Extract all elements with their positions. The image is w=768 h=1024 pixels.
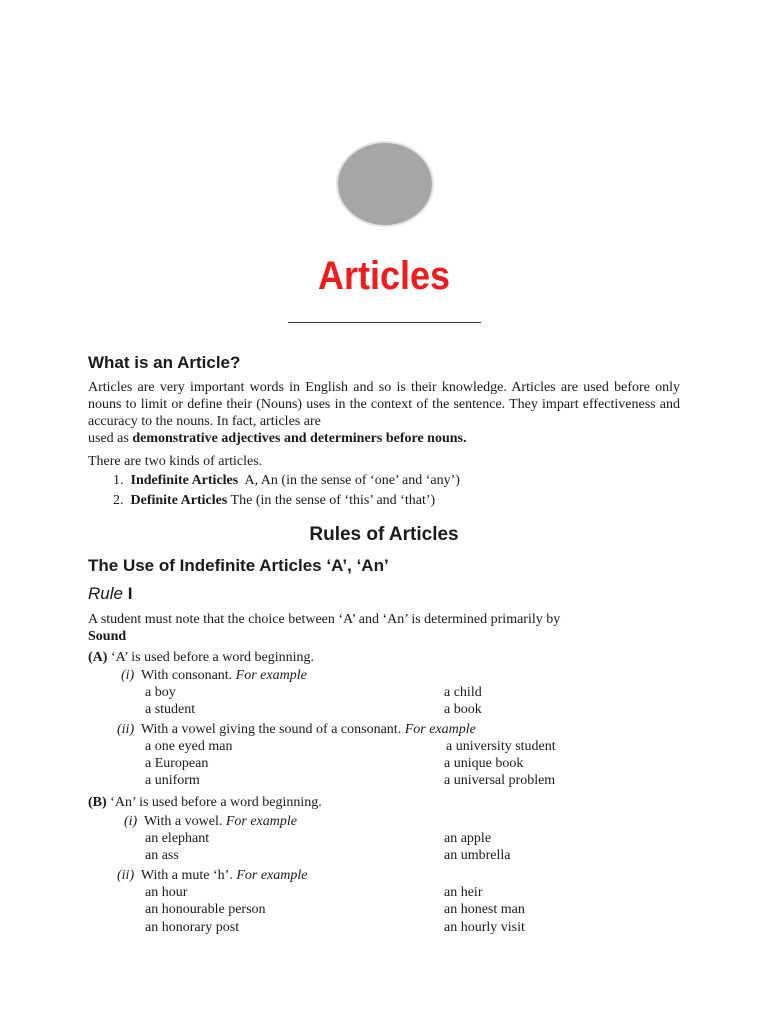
section-b-label: (B) bbox=[88, 795, 107, 810]
example-left: a student bbox=[145, 702, 196, 717]
example-label: For example bbox=[404, 722, 476, 737]
example-right: an apple bbox=[444, 831, 492, 846]
section-b-line bbox=[88, 794, 322, 811]
example-left: a one eyed man bbox=[145, 739, 233, 754]
example-label: For example bbox=[236, 868, 308, 883]
kind-description: The (in the sense of ‘this’ and ‘that’) bbox=[230, 493, 436, 508]
section-a-sub-ii bbox=[117, 721, 476, 738]
example-right: an heir bbox=[444, 885, 483, 900]
example-right: an hourly visit bbox=[444, 920, 525, 935]
example-label: For example bbox=[225, 814, 297, 829]
kind-number: 2. bbox=[113, 493, 124, 508]
section-heading-rules: Rules of Articles bbox=[309, 524, 459, 545]
section-b-sub-i bbox=[124, 813, 297, 830]
rule-intro-paragraph bbox=[88, 611, 680, 645]
rule-number: I bbox=[127, 584, 133, 603]
sub-number: (i) bbox=[124, 814, 138, 829]
kind-item bbox=[113, 492, 435, 509]
intro-last-bold: demonstrative adjectives and determiners before nouns. bbox=[132, 431, 467, 446]
sub-text: With a vowel giving the sound of a consonant. bbox=[140, 722, 402, 737]
sub-text: With consonant. bbox=[140, 668, 233, 683]
example-right: an honest man bbox=[444, 902, 525, 917]
intro-paragraph bbox=[88, 379, 680, 447]
example-left: an elephant bbox=[145, 831, 210, 846]
section-heading-what-is: What is an Article? bbox=[88, 353, 241, 372]
section-a-text: ‘A’ is used before a word beginning. bbox=[110, 650, 315, 665]
sub-number: (i) bbox=[121, 668, 135, 683]
example-label: For example bbox=[235, 668, 307, 683]
title-divider bbox=[288, 322, 481, 323]
rule-intro-last bbox=[88, 628, 680, 645]
rule-intro-text: A student must note that the choice between ‘A’ and ‘An’ is determined primarily by bbox=[88, 612, 561, 627]
kind-name: Indefinite Articles bbox=[130, 473, 239, 488]
example-right: an umbrella bbox=[444, 848, 511, 863]
intro-paragraph-last-line bbox=[88, 430, 680, 447]
rule-label bbox=[88, 584, 132, 604]
example-left: a uniform bbox=[145, 773, 200, 788]
section-a-line bbox=[88, 649, 314, 666]
intro-last-plain: used as bbox=[88, 431, 133, 446]
kind-number: 1. bbox=[113, 473, 124, 488]
example-right: a universal problem bbox=[444, 773, 556, 788]
example-left: an honorary post bbox=[145, 920, 240, 935]
example-right: a book bbox=[444, 702, 482, 717]
example-left: an hour bbox=[145, 885, 188, 900]
example-right: a unique book bbox=[444, 756, 524, 771]
kind-description: A, An (in the sense of ‘one’ and ‘any’) bbox=[244, 473, 460, 488]
subheading-indefinite-use: The Use of Indefinite Articles ‘A’, ‘An’ bbox=[88, 556, 389, 575]
rule-label-text: Rule bbox=[88, 584, 123, 603]
chapter-title: Articles bbox=[317, 254, 451, 298]
kinds-intro: There are two kinds of articles. bbox=[88, 454, 263, 469]
sub-number: (ii) bbox=[117, 722, 135, 737]
chapter-emblem bbox=[336, 141, 434, 227]
kind-item bbox=[113, 472, 460, 489]
section-a-label: (A) bbox=[88, 650, 108, 665]
sub-number: (ii) bbox=[117, 868, 135, 883]
example-right: a university student bbox=[446, 739, 556, 754]
sub-text: With a vowel. bbox=[143, 814, 223, 829]
example-left: a European bbox=[145, 756, 209, 771]
sub-text: With a mute ‘h’. bbox=[140, 868, 233, 883]
section-b-sub-ii bbox=[117, 867, 307, 884]
example-left: an honourable person bbox=[145, 902, 266, 917]
section-a-sub-i bbox=[121, 667, 307, 684]
section-b-text: ‘An’ is used before a word beginning. bbox=[110, 795, 322, 810]
intro-paragraph-text: Articles are very important words in English and so is their knowledge. Articles are used before only nouns to limit or define their (Nouns) uses in the context of the sentence. They impart effectiveness and accuracy to the nouns. In fact, articles are bbox=[88, 380, 680, 429]
example-left: an ass bbox=[145, 848, 179, 863]
example-left: a boy bbox=[145, 685, 176, 700]
example-right: a child bbox=[444, 685, 482, 700]
rule-intro-bold: Sound bbox=[88, 629, 127, 644]
kind-name: Definite Articles bbox=[130, 493, 228, 508]
